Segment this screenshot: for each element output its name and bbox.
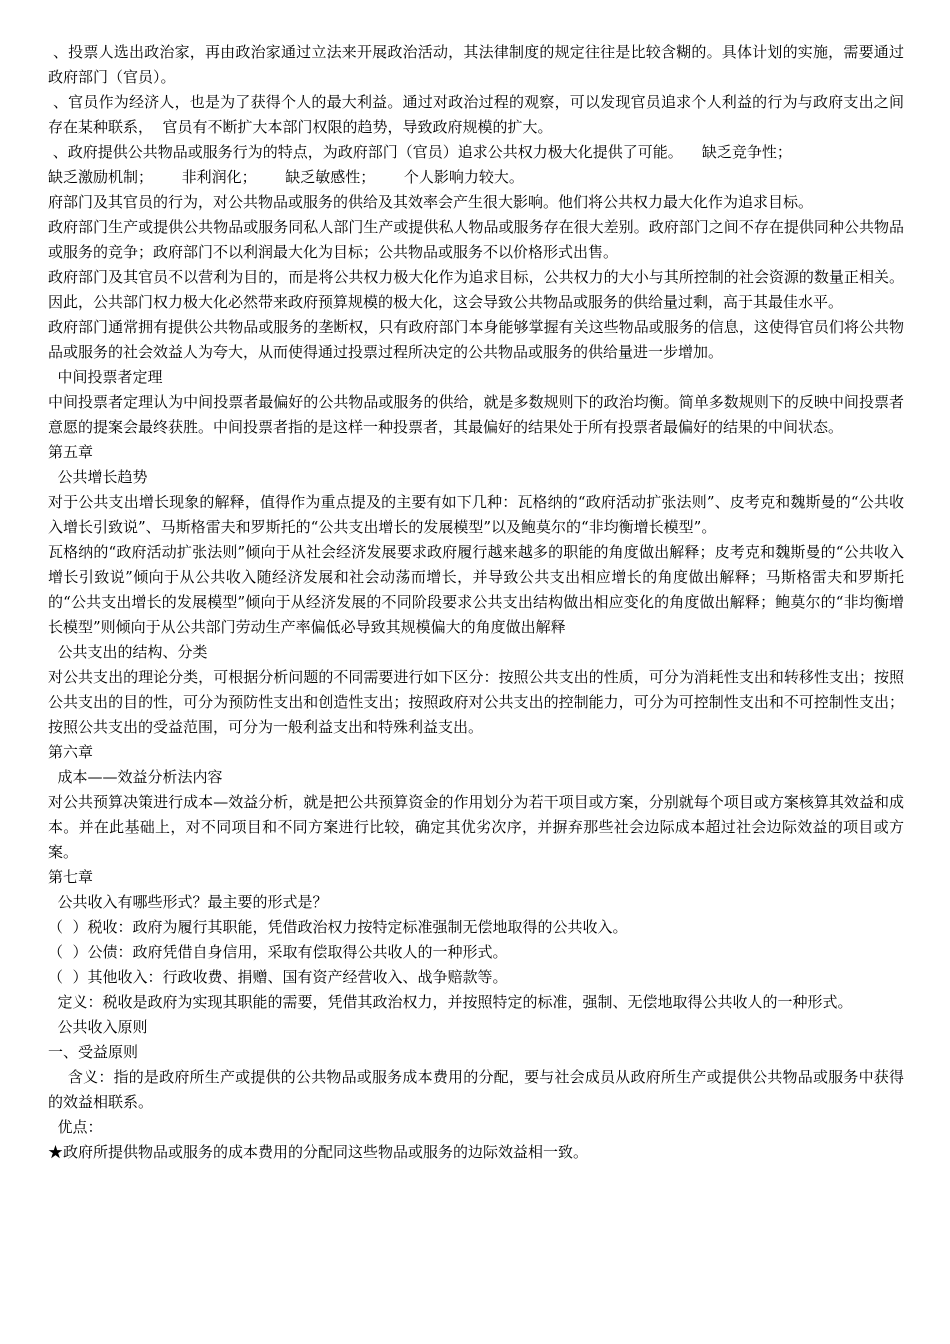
paragraph-3: 、政府提供公共物品或服务行为的特点，为政府部门（官员）追求公共权力极大化提供了可能。 缺乏竞争性； — [48, 143, 792, 161]
subheading-advantages: 优点： — [48, 1118, 103, 1136]
section-heading-revenue-forms: 公共收入有哪些形式？最主要的形式是？ — [48, 893, 328, 911]
paragraph-7: 政府部门及其官员不以营利为目的，而是将公共权力极大化作为追求目标，公共权力的大小与其所控制的社会资源的数量正相关。因此，公共部门权力极大化必然带来政府预算规模的极大化，这会导致公共物品或服务的供给量过剩，高于其最佳水平。 — [48, 268, 904, 311]
section-heading-median-voter: 中间投票者定理 — [48, 368, 163, 386]
paragraph-2: 、官员作为经济人，也是为了获得个人的最大利益。通过对政治过程的观察，可以发现官员追求个人利益的行为与政府支出之间存在某种联系， 官员有不断扩大本部门权限的趋势，导致政府规模的扩大。 — [48, 93, 904, 136]
list-item-star: ★政府所提供物品或服务的成本费用的分配同这些物品或服务的边际效益相一致。 — [48, 1143, 589, 1161]
paragraph-8: 政府部门通常拥有提供公共物品或服务的垄断权，只有政府部门本身能够掌握有关这些物品或服务的信息，这使得官员们将公共物品或服务的社会效益人为夸大，从而使得通过投票过程所决定的公共物品或服务的供给量进一步增加。 — [48, 318, 904, 361]
list-item-bonds: （ ）公债：政府凭借自身信用，采取有偿取得公共收人的一种形式。 — [48, 943, 508, 961]
paragraph-13: 对公共预算决策进行成本—效益分析，就是把公共预算资金的作用划分为若干项目或方案，分别就每个项目或方案核算其效益和成本。并在此基础上，对不同项目和不同方案进行比较，确定其优劣次序，并摒弃那些社会边际成本超过社会边际效益的项目或方案。 — [48, 793, 904, 861]
section-heading-revenue-principles: 公共收入原则 — [48, 1018, 148, 1036]
paragraph-6: 政府部门生产或提供公共物品或服务同私人部门生产或提供私人物品或服务存在很大差别。政府部门之间不存在提供同种公共物品或服务的竞争；政府部门不以利润最大化为目标；公共物品或服务不以价格形式出售。 — [48, 218, 904, 261]
paragraph-11: 瓦格纳的“政府活动扩张法则”倾向于从社会经济发展要求政府履行越来越多的职能的角度做出解释；皮考克和魏斯曼的“公共收入增长引致说”倾向于从公共收入随经济发展和社会动荡而增长，并导致公共支出相应增长的角度做出解释；马斯格雷夫和罗斯托的“公共支出增长的发展模型”倾向于从经济发展的不同阶段要求公共支出结构做出相应变化的角度做出解释；鲍莫尔的“非均衡增长模型”则倾向于从公共部门劳动生产率偏低必导致其规模偏大的角度做出解释 — [48, 543, 904, 636]
section-heading-cost-benefit: 成本——效益分析法内容 — [48, 768, 223, 786]
subheading-benefit-principle: 一、受益原则 — [48, 1043, 139, 1061]
paragraph-4: 缺乏激励机制； 非利润化； 缺乏敏感性； 个人影响力较大。 — [48, 168, 524, 186]
paragraph-meaning: 含义：指的是政府所生产或提供的公共物品或服务成本费用的分配，要与社会成员从政府所生产或提供公共物品或服务中获得的效益相联系。 — [48, 1068, 904, 1111]
list-item-other-revenue: （ ）其他收入：行政收费、捐赠、国有资产经营收入、战争赔款等。 — [48, 968, 508, 986]
chapter-heading-7: 第七章 — [48, 868, 94, 886]
paragraph-12: 对公共支出的理论分类，可根据分析问题的不同需要进行如下区分：按照公共支出的性质，可分为消耗性支出和转移性支出；按照公共支出的目的性，可分为预防性支出和创造性支出；按照政府对公共支出的控制能力，可分为可控制性支出和不可控制性支出；按照公共支出的受益范围，可分为一般利益支出和特殊利益支出。 — [48, 668, 904, 736]
paragraph-definition: 定义：税收是政府为实现其职能的需要，凭借其政治权力，并按照特定的标准，强制、无偿地取得公共收人的一种形式。 — [48, 993, 853, 1011]
paragraph-5: 府部门及其官员的行为，对公共物品或服务的供给及其效率会产生很大影响。他们将公共权力最大化作为追求目标。 — [48, 193, 814, 211]
paragraph-1: 、投票人选出政治家，再由政治家通过立法来开展政治活动，其法律制度的规定往往是比较含糊的。具体计划的实施，需要通过政府部门（官员）。 — [48, 43, 904, 86]
paragraph-9: 中间投票者定理认为中间投票者最偏好的公共物品或服务的供给，就是多数规则下的政治均衡。简单多数规则下的反映中间投票者意愿的提案会最终获胜。中间投票者指的是这样一种投票者，其最偏好的结果处于所有投票者最偏好的结果的中间状态。 — [48, 393, 904, 436]
section-heading-expenditure-structure: 公共支出的结构、分类 — [48, 643, 208, 661]
chapter-heading-6: 第六章 — [48, 743, 94, 761]
list-item-tax: （ ）税收：政府为履行其职能，凭借政治权力按特定标准强制无偿地取得的公共收入。 — [48, 918, 628, 936]
paragraph-10: 对于公共支出增长现象的解释，值得作为重点提及的主要有如下几种：瓦格纳的“政府活动扩张法则”、皮考克和魏斯曼的“公共收入增长引致说”、马斯格雷夫和罗斯托的“公共支出增长的发展模型”以及鲍莫尔的“非均衡增长模型”。 — [48, 493, 904, 536]
chapter-heading-5: 第五章 — [48, 443, 94, 461]
section-heading-public-growth: 公共增长趋势 — [48, 468, 148, 486]
